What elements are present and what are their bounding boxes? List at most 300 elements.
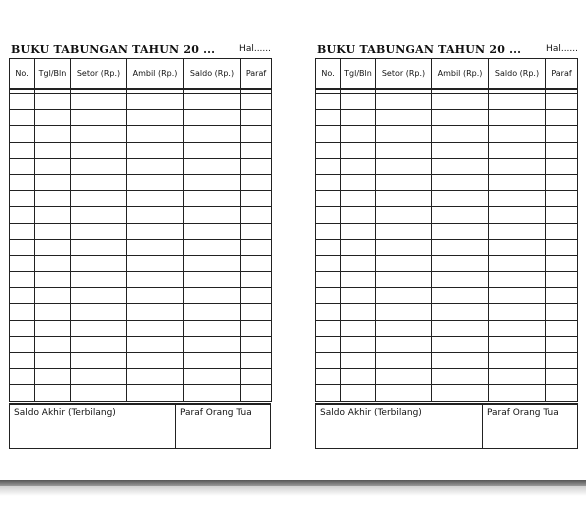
table-cell	[71, 353, 127, 369]
table-cell	[127, 158, 184, 174]
table-cell	[546, 174, 578, 190]
table-cell	[341, 353, 376, 369]
column-header-no: No.	[316, 59, 341, 90]
table-cell	[489, 223, 546, 239]
table-cell	[341, 385, 376, 401]
table-cell	[241, 126, 272, 142]
savings-table	[9, 58, 272, 402]
table-cell	[10, 110, 35, 126]
table-row	[10, 353, 272, 369]
table-cell	[35, 336, 71, 352]
table-cell	[432, 255, 489, 271]
table-cell	[35, 272, 71, 288]
table-cell	[546, 288, 578, 304]
table-cell	[432, 94, 489, 110]
table-row	[10, 94, 272, 110]
table-cell	[376, 174, 432, 190]
table-body	[316, 94, 578, 402]
table-cell	[127, 385, 184, 401]
table-row	[10, 239, 272, 255]
table-cell	[10, 207, 35, 223]
table-row	[10, 191, 272, 207]
table-cell	[10, 142, 35, 158]
table-cell	[71, 288, 127, 304]
table-cell	[71, 207, 127, 223]
table-cell	[241, 336, 272, 352]
table-cell	[35, 94, 71, 110]
table-cell	[376, 304, 432, 320]
table-cell	[316, 320, 341, 336]
table-cell	[341, 288, 376, 304]
table-cell	[184, 207, 241, 223]
table-cell	[546, 110, 578, 126]
table-cell	[341, 126, 376, 142]
table-cell	[316, 126, 341, 142]
savings-table	[315, 58, 578, 402]
table-cell	[184, 353, 241, 369]
table-cell	[316, 223, 341, 239]
table-row	[10, 126, 272, 142]
table-row	[10, 336, 272, 352]
table-cell	[35, 174, 71, 190]
table-cell	[35, 191, 71, 207]
table-cell	[489, 191, 546, 207]
table-cell	[376, 353, 432, 369]
table-cell	[432, 223, 489, 239]
table-cell	[10, 158, 35, 174]
table-cell	[489, 369, 546, 385]
table-cell	[127, 320, 184, 336]
column-header-balance: Saldo (Rp.)	[489, 59, 546, 90]
table-cell	[432, 320, 489, 336]
table-cell	[35, 304, 71, 320]
table-cell	[35, 207, 71, 223]
table-cell	[546, 158, 578, 174]
table-cell	[71, 142, 127, 158]
table-cell	[127, 353, 184, 369]
table-cell	[127, 110, 184, 126]
ledger-left	[9, 40, 271, 449]
table-row	[316, 126, 578, 142]
table-cell	[376, 385, 432, 401]
table-cell	[316, 385, 341, 401]
table-cell	[184, 191, 241, 207]
table-row	[316, 174, 578, 190]
table-cell	[184, 385, 241, 401]
table-header-row	[10, 59, 272, 90]
table-cell	[35, 385, 71, 401]
table-cell	[71, 174, 127, 190]
table-cell	[10, 239, 35, 255]
table-cell	[241, 191, 272, 207]
table-cell	[184, 239, 241, 255]
table-cell	[127, 288, 184, 304]
table-cell	[127, 142, 184, 158]
table-cell	[316, 174, 341, 190]
ledger-title: BUKU TABUNGAN TAHUN 20 ...	[317, 43, 522, 56]
column-header-deposit: Setor (Rp.)	[376, 59, 432, 90]
table-row	[10, 320, 272, 336]
table-cell	[546, 255, 578, 271]
table-cell	[432, 304, 489, 320]
table-row	[316, 272, 578, 288]
column-header-balance: Saldo (Rp.)	[184, 59, 241, 90]
table-cell	[432, 158, 489, 174]
table-cell	[376, 320, 432, 336]
column-header-deposit: Setor (Rp.)	[71, 59, 127, 90]
table-cell	[341, 255, 376, 271]
table-row	[316, 142, 578, 158]
table-cell	[316, 336, 341, 352]
table-cell	[489, 94, 546, 110]
table-cell	[184, 320, 241, 336]
table-cell	[35, 223, 71, 239]
final-balance-words-label: Saldo Akhir (Terbilang)	[316, 405, 483, 448]
table-cell	[241, 110, 272, 126]
table-cell	[10, 174, 35, 190]
table-cell	[184, 223, 241, 239]
table-cell	[546, 369, 578, 385]
table-cell	[241, 272, 272, 288]
table-cell	[71, 272, 127, 288]
table-row	[10, 304, 272, 320]
table-cell	[184, 126, 241, 142]
column-header-withdraw: Ambil (Rp.)	[127, 59, 184, 90]
table-cell	[10, 272, 35, 288]
table-cell	[71, 369, 127, 385]
table-row	[316, 336, 578, 352]
table-cell	[432, 385, 489, 401]
table-cell	[546, 223, 578, 239]
table-cell	[241, 158, 272, 174]
table-cell	[35, 320, 71, 336]
table-cell	[71, 336, 127, 352]
table-cell	[432, 336, 489, 352]
table-cell	[376, 223, 432, 239]
table-row	[10, 272, 272, 288]
table-cell	[489, 174, 546, 190]
table-cell	[546, 320, 578, 336]
column-header-initial: Paraf	[241, 59, 272, 90]
table-cell	[127, 223, 184, 239]
table-cell	[241, 94, 272, 110]
table-cell	[316, 353, 341, 369]
table-cell	[127, 191, 184, 207]
table-row	[316, 191, 578, 207]
table-cell	[10, 126, 35, 142]
table-cell	[376, 94, 432, 110]
table-cell	[241, 207, 272, 223]
column-header-initial: Paraf	[546, 59, 578, 90]
table-cell	[184, 94, 241, 110]
table-cell	[316, 239, 341, 255]
table-cell	[489, 207, 546, 223]
table-cell	[341, 94, 376, 110]
table-cell	[184, 272, 241, 288]
table-cell	[35, 255, 71, 271]
table-cell	[376, 110, 432, 126]
ledger-right	[315, 40, 578, 449]
table-row	[316, 385, 578, 401]
table-row	[10, 385, 272, 401]
table-cell	[489, 142, 546, 158]
table-cell	[71, 223, 127, 239]
table-row	[10, 174, 272, 190]
table-cell	[432, 126, 489, 142]
table-cell	[127, 369, 184, 385]
column-header-withdraw: Ambil (Rp.)	[432, 59, 489, 90]
table-cell	[316, 191, 341, 207]
table-cell	[341, 272, 376, 288]
column-header-date: Tgl/Bln	[341, 59, 376, 90]
table-cell	[546, 94, 578, 110]
table-cell	[376, 255, 432, 271]
table-cell	[432, 110, 489, 126]
table-cell	[71, 320, 127, 336]
table-cell	[489, 255, 546, 271]
table-cell	[35, 110, 71, 126]
table-cell	[546, 272, 578, 288]
table-row	[10, 110, 272, 126]
table-cell	[432, 142, 489, 158]
table-cell	[341, 304, 376, 320]
table-cell	[376, 272, 432, 288]
table-cell	[10, 191, 35, 207]
table-cell	[341, 207, 376, 223]
table-cell	[376, 126, 432, 142]
table-cell	[127, 126, 184, 142]
table-cell	[489, 385, 546, 401]
ledger-header	[315, 40, 578, 58]
table-cell	[376, 369, 432, 385]
table-cell	[10, 304, 35, 320]
table-cell	[376, 288, 432, 304]
table-row	[10, 223, 272, 239]
table-cell	[489, 239, 546, 255]
table-cell	[376, 207, 432, 223]
table-cell	[341, 223, 376, 239]
table-cell	[316, 369, 341, 385]
table-cell	[10, 320, 35, 336]
table-cell	[35, 288, 71, 304]
table-cell	[432, 353, 489, 369]
table-cell	[35, 126, 71, 142]
table-cell	[127, 304, 184, 320]
table-row	[316, 369, 578, 385]
table-cell	[489, 272, 546, 288]
table-cell	[241, 353, 272, 369]
table-row	[10, 288, 272, 304]
table-cell	[241, 223, 272, 239]
column-header-date: Tgl/Bln	[35, 59, 71, 90]
table-cell	[241, 174, 272, 190]
ledger-footer	[9, 405, 271, 449]
table-cell	[489, 288, 546, 304]
table-cell	[376, 158, 432, 174]
parent-signature-label: Paraf Orang Tua	[180, 407, 252, 418]
table-cell	[241, 304, 272, 320]
table-row	[316, 255, 578, 271]
table-cell	[376, 191, 432, 207]
table-cell	[71, 255, 127, 271]
table-header-row	[316, 59, 578, 90]
table-cell	[546, 239, 578, 255]
table-cell	[316, 110, 341, 126]
table-cell	[316, 158, 341, 174]
table-cell	[184, 369, 241, 385]
table-row	[316, 353, 578, 369]
table-cell	[546, 304, 578, 320]
table-cell	[127, 336, 184, 352]
table-body	[10, 94, 272, 402]
table-row	[316, 94, 578, 110]
final-balance-words-label: Saldo Akhir (Terbilang)	[10, 405, 176, 448]
table-cell	[432, 288, 489, 304]
table-cell	[10, 369, 35, 385]
table-row	[10, 142, 272, 158]
table-cell	[184, 174, 241, 190]
table-cell	[489, 304, 546, 320]
table-cell	[241, 255, 272, 271]
ledger-title: BUKU TABUNGAN TAHUN 20 ...	[11, 43, 216, 56]
table-cell	[546, 336, 578, 352]
table-cell	[184, 110, 241, 126]
table-cell	[341, 336, 376, 352]
table-cell	[35, 353, 71, 369]
table-cell	[127, 207, 184, 223]
table-cell	[489, 158, 546, 174]
table-cell	[489, 353, 546, 369]
table-cell	[241, 385, 272, 401]
table-row	[10, 207, 272, 223]
parent-signature-label: Paraf Orang Tua	[487, 407, 559, 418]
table-cell	[546, 191, 578, 207]
table-cell	[341, 110, 376, 126]
table-cell	[546, 207, 578, 223]
table-cell	[376, 239, 432, 255]
table-cell	[316, 304, 341, 320]
table-cell	[184, 158, 241, 174]
table-cell	[10, 385, 35, 401]
table-row	[316, 304, 578, 320]
table-row	[316, 158, 578, 174]
table-cell	[71, 158, 127, 174]
table-cell	[341, 191, 376, 207]
table-cell	[546, 353, 578, 369]
table-cell	[127, 255, 184, 271]
table-cell	[71, 304, 127, 320]
table-cell	[71, 385, 127, 401]
table-cell	[184, 288, 241, 304]
table-cell	[10, 288, 35, 304]
table-cell	[432, 272, 489, 288]
table-cell	[241, 288, 272, 304]
table-cell	[241, 142, 272, 158]
table-cell	[432, 207, 489, 223]
table-cell	[341, 158, 376, 174]
table-cell	[341, 320, 376, 336]
table-cell	[71, 126, 127, 142]
table-row	[316, 239, 578, 255]
table-cell	[432, 369, 489, 385]
table-cell	[341, 142, 376, 158]
table-row	[10, 255, 272, 271]
column-header-no: No.	[10, 59, 35, 90]
table-row	[10, 369, 272, 385]
table-cell	[127, 94, 184, 110]
table-cell	[71, 239, 127, 255]
table-row	[316, 288, 578, 304]
table-cell	[489, 336, 546, 352]
table-cell	[316, 207, 341, 223]
table-row	[316, 207, 578, 223]
table-cell	[241, 369, 272, 385]
table-cell	[376, 142, 432, 158]
table-cell	[71, 191, 127, 207]
table-cell	[316, 255, 341, 271]
table-cell	[489, 110, 546, 126]
table-cell	[10, 94, 35, 110]
table-cell	[341, 174, 376, 190]
table-cell	[316, 142, 341, 158]
footer-separator	[9, 403, 271, 449]
table-cell	[432, 191, 489, 207]
table-cell	[241, 320, 272, 336]
page-shadow	[0, 486, 586, 496]
table-cell	[546, 126, 578, 142]
table-cell	[10, 223, 35, 239]
table-cell	[184, 336, 241, 352]
table-cell	[184, 304, 241, 320]
table-row	[316, 223, 578, 239]
table-cell	[341, 239, 376, 255]
table-cell	[127, 239, 184, 255]
table-cell	[432, 174, 489, 190]
table-cell	[35, 142, 71, 158]
table-cell	[316, 272, 341, 288]
table-cell	[316, 288, 341, 304]
table-cell	[127, 272, 184, 288]
table-row	[316, 110, 578, 126]
table-cell	[546, 142, 578, 158]
table-cell	[316, 94, 341, 110]
table-cell	[241, 239, 272, 255]
footer-separator	[315, 403, 578, 449]
table-cell	[184, 255, 241, 271]
table-cell	[35, 239, 71, 255]
table-row	[10, 158, 272, 174]
table-cell	[127, 174, 184, 190]
table-cell	[10, 336, 35, 352]
table-cell	[489, 126, 546, 142]
table-cell	[376, 336, 432, 352]
table-cell	[10, 255, 35, 271]
table-cell	[10, 353, 35, 369]
page-number-label: Hal......	[239, 44, 271, 54]
ledger-header	[9, 40, 271, 58]
table-cell	[341, 369, 376, 385]
table-cell	[184, 142, 241, 158]
table-cell	[35, 369, 71, 385]
table-row	[316, 320, 578, 336]
table-cell	[35, 158, 71, 174]
table-cell	[432, 239, 489, 255]
page-number-label: Hal......	[546, 44, 578, 54]
table-cell	[546, 385, 578, 401]
table-cell	[71, 110, 127, 126]
table-cell	[71, 94, 127, 110]
ledger-footer	[315, 405, 578, 449]
